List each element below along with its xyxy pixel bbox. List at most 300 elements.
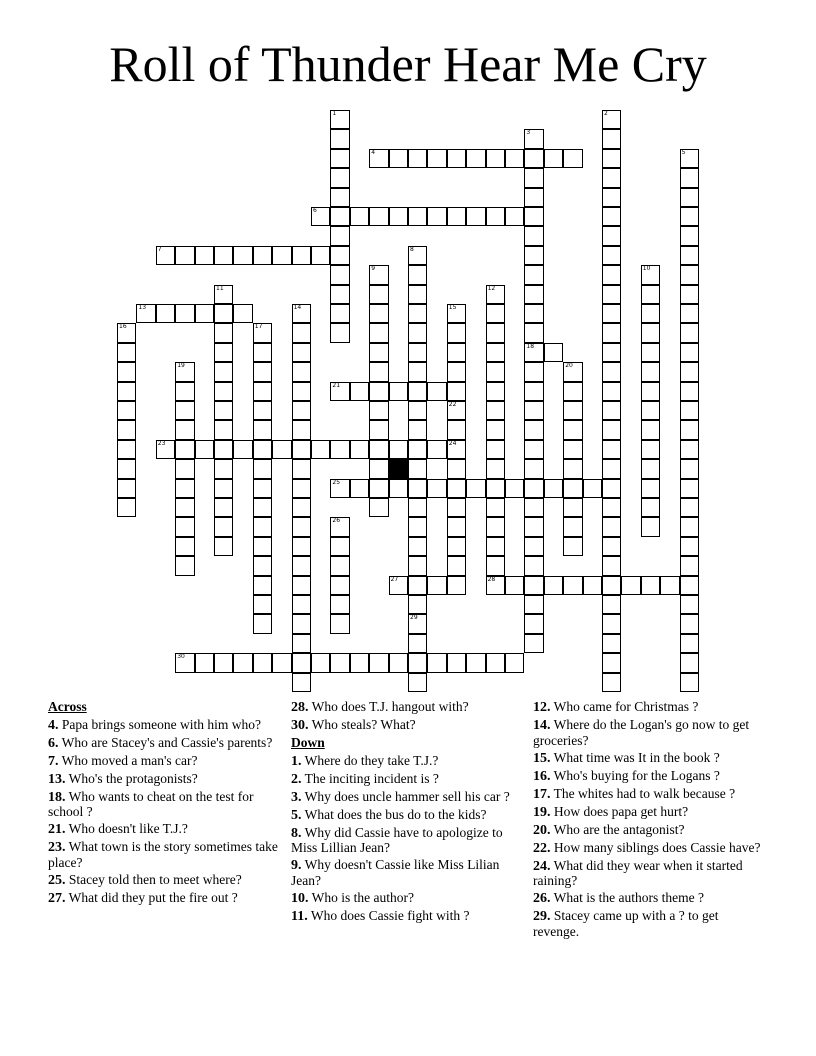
grid-cell[interactable] xyxy=(544,149,563,168)
grid-cell[interactable] xyxy=(427,576,446,595)
grid-cell[interactable] xyxy=(447,537,466,556)
grid-cell[interactable] xyxy=(369,304,388,323)
grid-cell[interactable] xyxy=(486,343,505,362)
grid-cell[interactable] xyxy=(214,246,233,265)
grid-cell[interactable] xyxy=(195,304,214,323)
grid-cell[interactable] xyxy=(563,440,582,459)
grid-cell[interactable] xyxy=(408,343,427,362)
grid-cell[interactable] xyxy=(602,207,621,226)
grid-cell[interactable] xyxy=(389,479,408,498)
grid-cell[interactable] xyxy=(214,653,233,672)
grid-cell[interactable] xyxy=(680,556,699,575)
grid-cell[interactable] xyxy=(272,246,291,265)
grid-cell[interactable] xyxy=(292,614,311,633)
grid-cell[interactable] xyxy=(466,653,485,672)
grid-cell[interactable] xyxy=(292,323,311,342)
grid-cell[interactable] xyxy=(602,576,621,595)
grid-cell[interactable] xyxy=(563,382,582,401)
grid-cell[interactable] xyxy=(641,459,660,478)
grid-cell[interactable] xyxy=(253,595,272,614)
grid-cell[interactable] xyxy=(214,537,233,556)
grid-cell[interactable] xyxy=(486,323,505,342)
grid-cell[interactable] xyxy=(524,304,543,323)
grid-cell[interactable] xyxy=(330,595,349,614)
grid-cell[interactable] xyxy=(408,401,427,420)
grid-cell[interactable] xyxy=(311,207,330,226)
grid-cell[interactable] xyxy=(292,595,311,614)
grid-cell[interactable] xyxy=(524,323,543,342)
grid-cell[interactable] xyxy=(486,653,505,672)
grid-cell[interactable] xyxy=(214,420,233,439)
grid-cell[interactable] xyxy=(486,362,505,381)
grid-cell[interactable] xyxy=(486,440,505,459)
grid-cell[interactable] xyxy=(330,129,349,148)
grid-cell[interactable] xyxy=(369,285,388,304)
grid-cell[interactable] xyxy=(175,246,194,265)
grid-cell[interactable] xyxy=(486,498,505,517)
grid-cell[interactable] xyxy=(350,382,369,401)
grid-cell[interactable] xyxy=(369,401,388,420)
grid-cell[interactable] xyxy=(214,382,233,401)
grid-cell[interactable] xyxy=(486,149,505,168)
grid-cell[interactable] xyxy=(292,343,311,362)
grid-cell[interactable] xyxy=(292,479,311,498)
grid-cell[interactable] xyxy=(369,323,388,342)
grid-cell[interactable] xyxy=(369,382,388,401)
grid-cell[interactable] xyxy=(272,653,291,672)
grid-cell[interactable] xyxy=(408,556,427,575)
grid-cell[interactable] xyxy=(292,634,311,653)
grid-cell[interactable] xyxy=(602,673,621,692)
grid-cell[interactable] xyxy=(408,246,427,265)
grid-cell[interactable] xyxy=(330,382,349,401)
grid-cell[interactable] xyxy=(175,362,194,381)
grid-cell[interactable] xyxy=(369,343,388,362)
grid-cell[interactable] xyxy=(680,207,699,226)
grid-cell[interactable] xyxy=(408,479,427,498)
grid-cell[interactable] xyxy=(680,673,699,692)
grid-cell[interactable] xyxy=(602,459,621,478)
grid-cell[interactable] xyxy=(524,420,543,439)
grid-cell[interactable] xyxy=(680,420,699,439)
grid-cell[interactable] xyxy=(253,517,272,536)
grid-cell[interactable] xyxy=(680,498,699,517)
grid-cell[interactable] xyxy=(292,420,311,439)
grid-cell[interactable] xyxy=(486,285,505,304)
grid-cell[interactable] xyxy=(680,226,699,245)
grid-cell[interactable] xyxy=(524,382,543,401)
grid-cell[interactable] xyxy=(602,188,621,207)
grid-cell[interactable] xyxy=(330,226,349,245)
grid-cell[interactable] xyxy=(427,149,446,168)
grid-cell[interactable] xyxy=(563,517,582,536)
grid-cell[interactable] xyxy=(602,420,621,439)
grid-cell[interactable] xyxy=(350,479,369,498)
grid-cell[interactable] xyxy=(680,285,699,304)
grid-cell[interactable] xyxy=(156,440,175,459)
grid-cell[interactable] xyxy=(253,498,272,517)
grid-cell[interactable] xyxy=(408,673,427,692)
grid-cell[interactable] xyxy=(486,207,505,226)
grid-cell[interactable] xyxy=(117,420,136,439)
grid-cell[interactable] xyxy=(292,401,311,420)
grid-cell[interactable] xyxy=(680,576,699,595)
grid-cell[interactable] xyxy=(680,265,699,284)
grid-cell[interactable] xyxy=(330,304,349,323)
grid-cell[interactable] xyxy=(641,382,660,401)
grid-cell[interactable] xyxy=(292,362,311,381)
grid-cell[interactable] xyxy=(680,343,699,362)
grid-cell[interactable] xyxy=(330,537,349,556)
grid-cell[interactable] xyxy=(447,401,466,420)
grid-cell[interactable] xyxy=(680,168,699,187)
grid-cell[interactable] xyxy=(292,673,311,692)
grid-cell[interactable] xyxy=(602,362,621,381)
grid-cell[interactable] xyxy=(117,401,136,420)
grid-cell[interactable] xyxy=(447,459,466,478)
grid-cell[interactable] xyxy=(680,614,699,633)
grid-cell[interactable] xyxy=(369,207,388,226)
grid-cell[interactable] xyxy=(680,440,699,459)
grid-cell[interactable] xyxy=(602,595,621,614)
grid-cell[interactable] xyxy=(563,479,582,498)
grid-cell[interactable] xyxy=(602,129,621,148)
grid-cell[interactable] xyxy=(505,653,524,672)
grid-cell[interactable] xyxy=(214,517,233,536)
grid-cell[interactable] xyxy=(544,343,563,362)
grid-cell[interactable] xyxy=(602,382,621,401)
grid-cell[interactable] xyxy=(486,576,505,595)
grid-cell[interactable] xyxy=(524,149,543,168)
grid-cell[interactable] xyxy=(292,498,311,517)
grid-cell[interactable] xyxy=(253,382,272,401)
grid-cell[interactable] xyxy=(233,304,252,323)
grid-cell[interactable] xyxy=(641,517,660,536)
grid-cell[interactable] xyxy=(253,653,272,672)
grid-cell[interactable] xyxy=(253,246,272,265)
grid-cell[interactable] xyxy=(447,440,466,459)
grid-cell[interactable] xyxy=(195,246,214,265)
grid-cell[interactable] xyxy=(330,246,349,265)
grid-cell[interactable] xyxy=(602,285,621,304)
grid-cell[interactable] xyxy=(524,517,543,536)
grid-cell[interactable] xyxy=(408,382,427,401)
grid-cell[interactable] xyxy=(680,537,699,556)
grid-cell[interactable] xyxy=(233,246,252,265)
grid-cell[interactable] xyxy=(447,149,466,168)
grid-cell[interactable] xyxy=(427,382,446,401)
grid-cell[interactable] xyxy=(175,382,194,401)
grid-cell[interactable] xyxy=(563,149,582,168)
grid-cell[interactable] xyxy=(408,265,427,284)
grid-cell[interactable] xyxy=(524,537,543,556)
grid-cell[interactable] xyxy=(175,304,194,323)
grid-cell[interactable] xyxy=(602,168,621,187)
grid-cell[interactable] xyxy=(117,459,136,478)
grid-cell[interactable] xyxy=(602,246,621,265)
grid-cell[interactable] xyxy=(505,479,524,498)
grid-cell[interactable] xyxy=(330,285,349,304)
grid-cell[interactable] xyxy=(447,576,466,595)
grid-cell[interactable] xyxy=(524,556,543,575)
grid-cell[interactable] xyxy=(408,420,427,439)
grid-cell[interactable] xyxy=(602,556,621,575)
grid-cell[interactable] xyxy=(389,382,408,401)
grid-cell[interactable] xyxy=(214,498,233,517)
grid-cell[interactable] xyxy=(641,498,660,517)
grid-cell[interactable] xyxy=(175,556,194,575)
grid-cell[interactable] xyxy=(602,498,621,517)
grid-cell[interactable] xyxy=(117,479,136,498)
grid-cell[interactable] xyxy=(563,420,582,439)
grid-cell[interactable] xyxy=(447,304,466,323)
grid-cell[interactable] xyxy=(389,207,408,226)
grid-cell[interactable] xyxy=(486,382,505,401)
grid-cell[interactable] xyxy=(389,576,408,595)
grid-cell[interactable] xyxy=(292,304,311,323)
grid-cell[interactable] xyxy=(524,401,543,420)
grid-cell[interactable] xyxy=(680,304,699,323)
grid-cell[interactable] xyxy=(330,440,349,459)
grid-cell[interactable] xyxy=(175,653,194,672)
grid-cell[interactable] xyxy=(680,362,699,381)
grid-cell[interactable] xyxy=(524,129,543,148)
grid-cell[interactable] xyxy=(602,265,621,284)
grid-cell[interactable] xyxy=(641,304,660,323)
grid-cell[interactable] xyxy=(195,440,214,459)
grid-cell[interactable] xyxy=(330,207,349,226)
grid-cell[interactable] xyxy=(563,459,582,478)
grid-cell[interactable] xyxy=(660,576,679,595)
grid-cell[interactable] xyxy=(524,498,543,517)
grid-cell[interactable] xyxy=(292,440,311,459)
grid-cell[interactable] xyxy=(544,576,563,595)
grid-cell[interactable] xyxy=(292,653,311,672)
grid-cell[interactable] xyxy=(680,653,699,672)
grid-cell[interactable] xyxy=(602,614,621,633)
grid-cell[interactable] xyxy=(253,401,272,420)
grid-cell[interactable] xyxy=(175,498,194,517)
grid-cell[interactable] xyxy=(253,440,272,459)
grid-cell[interactable] xyxy=(680,188,699,207)
grid-cell[interactable] xyxy=(621,576,640,595)
grid-cell[interactable] xyxy=(641,440,660,459)
grid-cell[interactable] xyxy=(156,246,175,265)
grid-cell[interactable] xyxy=(272,440,291,459)
grid-cell[interactable] xyxy=(524,459,543,478)
grid-cell[interactable] xyxy=(292,576,311,595)
grid-cell[interactable] xyxy=(486,401,505,420)
grid-cell[interactable] xyxy=(175,537,194,556)
grid-cell[interactable] xyxy=(524,440,543,459)
grid-cell[interactable] xyxy=(214,362,233,381)
grid-cell[interactable] xyxy=(505,576,524,595)
grid-cell[interactable] xyxy=(117,343,136,362)
grid-cell[interactable] xyxy=(330,556,349,575)
grid-cell[interactable] xyxy=(447,382,466,401)
grid-cell[interactable] xyxy=(563,498,582,517)
grid-cell[interactable] xyxy=(330,517,349,536)
grid-cell[interactable] xyxy=(680,246,699,265)
grid-cell[interactable] xyxy=(524,207,543,226)
grid-cell[interactable] xyxy=(602,226,621,245)
grid-cell[interactable] xyxy=(641,401,660,420)
grid-cell[interactable] xyxy=(369,149,388,168)
grid-cell[interactable] xyxy=(233,440,252,459)
grid-cell[interactable] xyxy=(602,537,621,556)
grid-cell[interactable] xyxy=(253,362,272,381)
grid-cell[interactable] xyxy=(408,576,427,595)
grid-cell[interactable] xyxy=(524,285,543,304)
grid-cell[interactable] xyxy=(602,323,621,342)
grid-cell[interactable] xyxy=(408,459,427,478)
grid-cell[interactable] xyxy=(292,556,311,575)
grid-cell[interactable] xyxy=(389,653,408,672)
grid-cell[interactable] xyxy=(680,323,699,342)
grid-cell[interactable] xyxy=(369,362,388,381)
grid-cell[interactable] xyxy=(563,362,582,381)
grid-cell[interactable] xyxy=(680,517,699,536)
grid-cell[interactable] xyxy=(233,653,252,672)
grid-cell[interactable] xyxy=(408,537,427,556)
grid-cell[interactable] xyxy=(680,401,699,420)
grid-cell[interactable] xyxy=(427,207,446,226)
grid-cell[interactable] xyxy=(117,440,136,459)
grid-cell[interactable] xyxy=(175,459,194,478)
grid-cell[interactable] xyxy=(466,479,485,498)
grid-cell[interactable] xyxy=(253,343,272,362)
grid-cell[interactable] xyxy=(408,362,427,381)
grid-cell[interactable] xyxy=(602,634,621,653)
grid-cell[interactable] xyxy=(408,440,427,459)
grid-cell[interactable] xyxy=(408,653,427,672)
grid-cell[interactable] xyxy=(602,401,621,420)
grid-cell[interactable] xyxy=(602,479,621,498)
grid-cell[interactable] xyxy=(175,401,194,420)
grid-cell[interactable] xyxy=(447,323,466,342)
grid-cell[interactable] xyxy=(253,537,272,556)
grid-cell[interactable] xyxy=(524,188,543,207)
grid-cell[interactable] xyxy=(602,653,621,672)
grid-cell[interactable] xyxy=(583,479,602,498)
grid-cell[interactable] xyxy=(505,207,524,226)
grid-cell[interactable] xyxy=(524,168,543,187)
grid-cell[interactable] xyxy=(505,149,524,168)
grid-cell[interactable] xyxy=(408,323,427,342)
grid-cell[interactable] xyxy=(486,304,505,323)
grid-cell[interactable] xyxy=(524,479,543,498)
grid-cell[interactable] xyxy=(563,537,582,556)
grid-cell[interactable] xyxy=(311,653,330,672)
grid-cell[interactable] xyxy=(680,459,699,478)
grid-cell[interactable] xyxy=(311,246,330,265)
grid-cell[interactable] xyxy=(408,634,427,653)
grid-cell[interactable] xyxy=(641,362,660,381)
grid-cell[interactable] xyxy=(486,479,505,498)
grid-cell[interactable] xyxy=(486,537,505,556)
grid-cell[interactable] xyxy=(602,440,621,459)
grid-cell[interactable] xyxy=(253,479,272,498)
grid-cell[interactable] xyxy=(292,517,311,536)
grid-cell[interactable] xyxy=(136,304,155,323)
grid-cell[interactable] xyxy=(214,479,233,498)
grid-cell[interactable] xyxy=(214,459,233,478)
grid-cell[interactable] xyxy=(369,420,388,439)
grid-cell[interactable] xyxy=(253,614,272,633)
grid-cell[interactable] xyxy=(292,459,311,478)
grid-cell[interactable] xyxy=(330,168,349,187)
grid-cell[interactable] xyxy=(369,440,388,459)
grid-cell[interactable] xyxy=(117,382,136,401)
grid-cell[interactable] xyxy=(427,479,446,498)
grid-cell[interactable] xyxy=(253,576,272,595)
grid-cell[interactable] xyxy=(680,595,699,614)
grid-cell[interactable] xyxy=(369,653,388,672)
grid-cell[interactable] xyxy=(563,401,582,420)
grid-cell[interactable] xyxy=(563,576,582,595)
grid-cell[interactable] xyxy=(680,479,699,498)
grid-cell[interactable] xyxy=(680,634,699,653)
grid-cell[interactable] xyxy=(583,576,602,595)
grid-cell[interactable] xyxy=(175,420,194,439)
grid-cell[interactable] xyxy=(350,207,369,226)
grid-cell[interactable] xyxy=(447,479,466,498)
grid-cell[interactable] xyxy=(408,304,427,323)
grid-cell[interactable] xyxy=(408,498,427,517)
grid-cell[interactable] xyxy=(408,595,427,614)
grid-cell[interactable] xyxy=(486,459,505,478)
grid-cell[interactable] xyxy=(447,653,466,672)
grid-cell[interactable] xyxy=(214,323,233,342)
grid-cell[interactable] xyxy=(602,304,621,323)
grid-cell[interactable] xyxy=(330,149,349,168)
grid-cell[interactable] xyxy=(486,420,505,439)
grid-cell[interactable] xyxy=(524,595,543,614)
grid-cell[interactable] xyxy=(408,149,427,168)
grid-cell[interactable] xyxy=(524,362,543,381)
grid-cell[interactable] xyxy=(447,420,466,439)
grid-cell[interactable] xyxy=(466,149,485,168)
grid-cell[interactable] xyxy=(641,420,660,439)
grid-cell[interactable] xyxy=(117,498,136,517)
grid-cell[interactable] xyxy=(524,576,543,595)
grid-cell[interactable] xyxy=(330,110,349,129)
grid-cell[interactable] xyxy=(408,517,427,536)
grid-cell[interactable] xyxy=(214,304,233,323)
grid-cell[interactable] xyxy=(214,401,233,420)
grid-cell[interactable] xyxy=(389,149,408,168)
grid-cell[interactable] xyxy=(330,265,349,284)
grid-cell[interactable] xyxy=(253,556,272,575)
grid-cell[interactable] xyxy=(117,323,136,342)
grid-cell[interactable] xyxy=(330,188,349,207)
grid-cell[interactable] xyxy=(602,343,621,362)
grid-cell[interactable] xyxy=(292,246,311,265)
grid-cell[interactable] xyxy=(466,207,485,226)
grid-cell[interactable] xyxy=(641,265,660,284)
grid-cell[interactable] xyxy=(253,459,272,478)
grid-cell[interactable] xyxy=(117,362,136,381)
grid-cell[interactable] xyxy=(369,498,388,517)
grid-cell[interactable] xyxy=(330,479,349,498)
grid-cell[interactable] xyxy=(330,576,349,595)
grid-cell[interactable] xyxy=(544,479,563,498)
grid-cell[interactable] xyxy=(447,517,466,536)
grid-cell[interactable] xyxy=(369,459,388,478)
grid-cell[interactable] xyxy=(602,517,621,536)
grid-cell[interactable] xyxy=(195,653,214,672)
grid-cell[interactable] xyxy=(214,343,233,362)
